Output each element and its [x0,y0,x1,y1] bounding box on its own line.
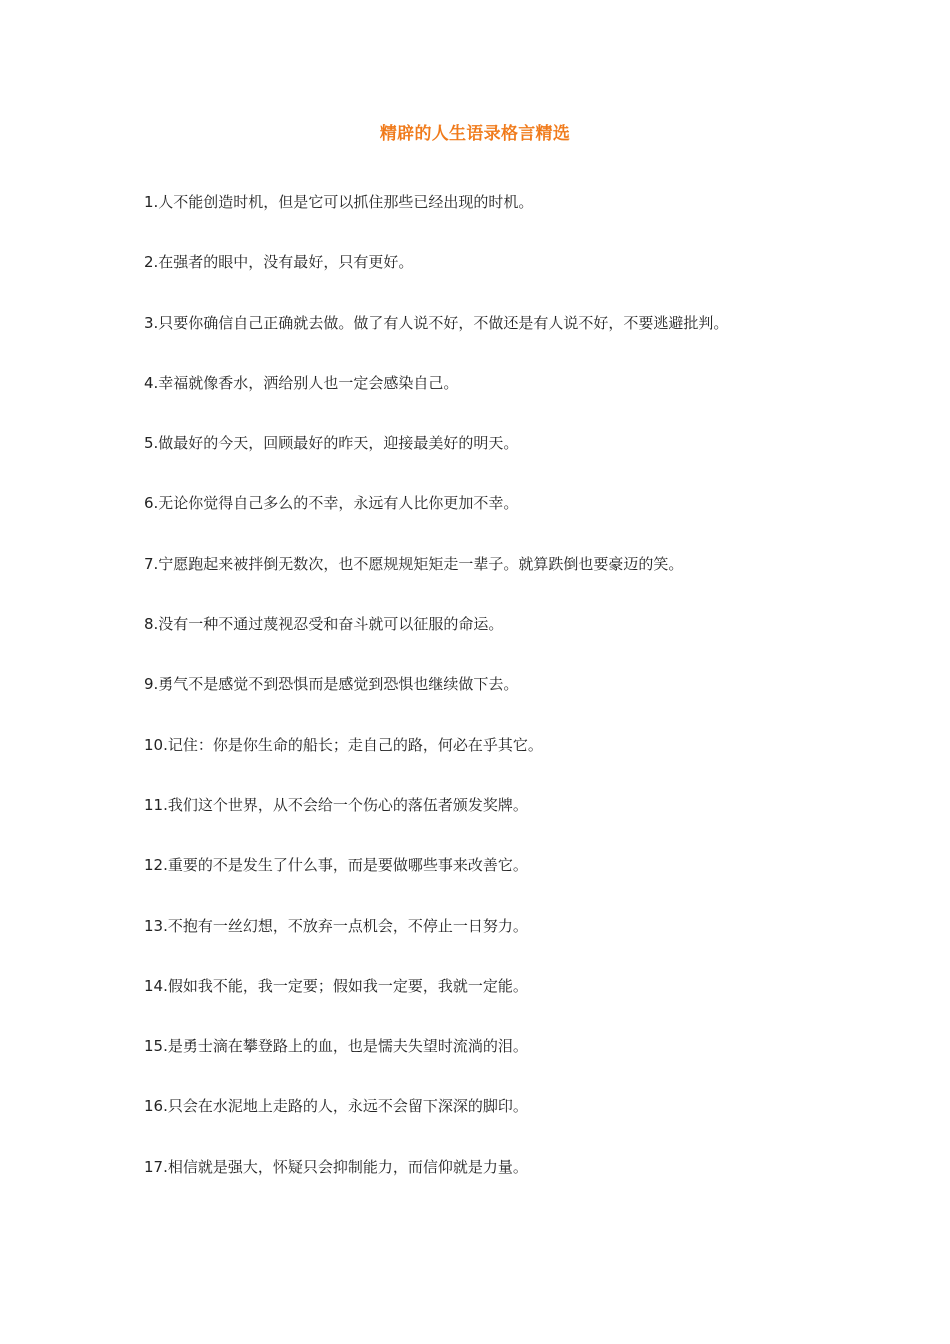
quote-item: 12.重要的不是发生了什么事，而是要做哪些事来改善它。 [144,856,528,875]
quote-item: 16.只会在水泥地上走路的人，永远不会留下深深的脚印。 [144,1097,528,1116]
quote-item: 5.做最好的今天，回顾最好的昨天，迎接最美好的明天。 [144,434,519,453]
quote-item: 1.人不能创造时机，但是它可以抓住那些已经出现的时机。 [144,193,534,211]
quote-item: 4.幸福就像香水，洒给别人也一定会感染自己。 [144,373,459,392]
quote-item: 17.相信就是强大，怀疑只会抑制能力，而信仰就是力量。 [144,1157,528,1176]
quote-item: 11.我们这个世界，从不会给一个伤心的落伍者颁发奖牌。 [144,795,528,814]
quote-item: 7.宁愿跑起来被拌倒无数次，也不愿规规矩矩走一辈子。就算跌倒也要豪迈的笑。 [144,554,684,573]
quote-item: 9.勇气不是感觉不到恐惧而是感觉到恐惧也继续做下去。 [144,675,519,694]
quote-item: 10.记住：你是你生命的船长；走自己的路，何必在乎其它。 [144,735,543,754]
quote-list [144,190,864,1215]
document-title: 精辟的人生语录格言精选 [379,124,571,144]
quote-item: 3.只要你确信自己正确就去做。做了有人说不好，不做还是有人说不好，不要逃避批判。 [144,313,729,332]
quote-item: 2.在强者的眼中，没有最好，只有更好。 [144,253,414,272]
quote-item: 8.没有一种不通过蔑视忍受和奋斗就可以征服的命运。 [144,615,504,634]
quote-item: 13.不抱有一丝幻想，不放弃一点机会，不停止一日努力。 [144,916,528,935]
quote-item: 15.是勇士滴在攀登路上的血，也是懦夫失望时流淌的泪。 [144,1037,528,1056]
quote-item: 14.假如我不能，我一定要；假如我一定要，我就一定能。 [144,976,528,995]
quote-item: 6.无论你觉得自己多么的不幸，永远有人比你更加不幸。 [144,494,519,513]
